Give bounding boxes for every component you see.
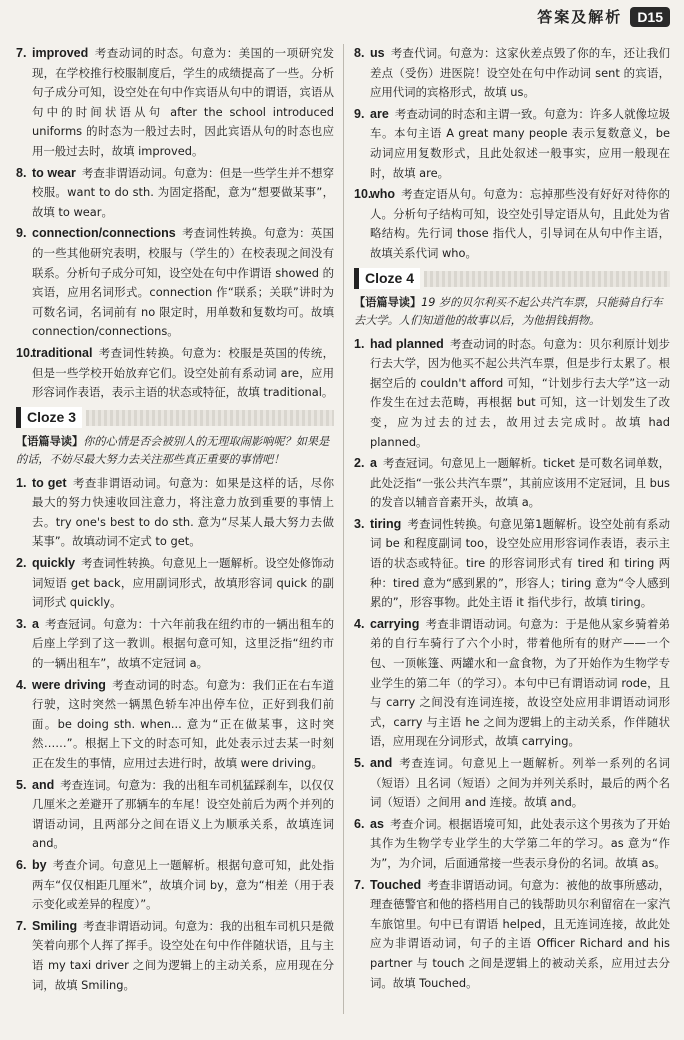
item-number: 1. — [16, 475, 27, 490]
answer-item — [16, 776, 334, 854]
item-number: 3. — [354, 516, 365, 531]
item-number: 3. — [16, 616, 27, 631]
item-explanation: 考查定语从句。句意为：忘掉那些没有好好对待你的人。分析句子结构可知，设空处引导定语从句，且此处为省略结构。先行词 those 指代人，引导词在从句中作主语，故填关系代词 who。 — [370, 187, 670, 260]
answer-item — [354, 754, 670, 813]
item-explanation: 考查冠词。句意为：十六年前我在纽约市的一辆出租车的后座上学到了这一教训。根据句意可知，这里泛指“纽约市的一辆出租车”，故填不定冠词 a。 — [32, 616, 334, 671]
item-explanation: 考查词性转换。句意见第1题解析。设空处前有系动词 be 和程度副词 too，设空处应用形容词作表语，表示主语的状态或特征。tire 的形容词形式有 tired 和 tiring 两种：tired 意为“感到累的”，形容人；tiring 意为“令人感到累的”，形容事物。此处主语 it 指代步行，故填 tiring。 — [370, 516, 670, 610]
item-number: 9. — [16, 226, 27, 241]
item-explanation: 考查非谓语动词。句意为：如果是这样的话，尽你最大的努力快速收回注意力，将注意力放到重要的事情上去。try one's best to do sth. 意为“尽某人最大努力去做某事”。故填动词不定式 to get。 — [32, 475, 334, 549]
item-number: 4. — [354, 616, 365, 631]
item-answer: are — [370, 106, 389, 121]
item-answer: to wear — [32, 165, 76, 180]
item-number: 7. — [16, 918, 27, 933]
item-explanation: 考查介词。句意见上一题解析。根据句意可知，此处指两车“仅仅相距几厘米”，故填介词 by，意为“相差（用于表示变化或差异的程度）”。 — [32, 857, 334, 912]
item-answer: a — [370, 456, 377, 471]
answer-item — [354, 44, 670, 103]
item-explanation: 考查连词。句意为：我的出租车司机猛踩刹车，以仅仅几厘米之差避开了那辆车的车尾！设空处前后为两个并列的谓语动词，且两部分之间在语义上为顺承关系，故填连词 and。 — [32, 777, 334, 851]
answer-item — [354, 515, 670, 613]
item-explanation: 考查非谓语动词。句意为：于是他从家乡骑着弟弟的自行车骑行了六个小时，带着他所有的财产——一个包、一顶帐篷、两罐水和一盒食物，为了开始作为生物学专业学生的第二年（的学习）。本句中已有谓语动词 rode，且与 carry 之间没有连词连接，故设空处应用非谓语动词形式，carry 与主语 he 之间为逻辑上的主动关系，作伴随状语，应用现在分词形式，故填 carrying。 — [370, 616, 670, 749]
item-explanation: 考查动词的时态和主谓一致。句意为：许多人就像垃圾车。本句主语 A great many people 表示复数意义，be 动词应用复数形式，且此处叙述一般事实，应用一般现在时，故填 are。 — [370, 106, 670, 180]
item-answer: a — [32, 616, 39, 631]
answer-item — [16, 554, 334, 613]
item-number: 10. — [16, 345, 34, 360]
item-answer: carrying — [370, 616, 420, 631]
item-number: 6. — [16, 857, 27, 872]
answer-item — [354, 454, 670, 513]
answer-item — [354, 615, 670, 752]
cloze4-items — [354, 335, 670, 994]
item-number: 8. — [16, 165, 27, 180]
item-answer: who — [370, 187, 395, 202]
item-number: 8. — [354, 46, 365, 60]
item-explanation: 考查非谓语动词。句意为：我的出租车司机只是微笑着向那个人挥了挥手。设空处在句中作伴随状语，且与主语 my taxi driver 之间为逻辑上的主动关系，应用现在分词，故填 Smiling。 — [32, 918, 334, 992]
answer-item — [354, 105, 670, 183]
cloze4-guide-text: 19 岁的贝尔利买不起公共汽车票，只能骑自行车去大学。人们知道他的故事以后，为他捐钱捐物。 — [354, 295, 663, 328]
item-answer: and — [32, 777, 55, 792]
item-number: 9. — [354, 106, 365, 121]
item-answer: were driving — [32, 677, 106, 692]
item-explanation: 考查词性转换。句意为：校服是英国的传统，但是一些学校开始放弃它们。设空处前有系动词 are，应用形容词作表语，表示主语的状态或特征，故填 traditional。 — [32, 345, 334, 400]
item-explanation: 考查动词的时态。句意为：美国的一项研究发现，在学校推行校服制度后，学生的成绩提高了一些。分析句子成分可知，设空处在句中作宾语从句中的谓语，宾语从句中的时间状语从句 after the school introduced uniforms 的时态为一般过去时，因此宾语从句的时态也应用一般过去时，故填 improved。 — [32, 46, 334, 158]
page-header — [537, 6, 670, 27]
item-explanation: 考查连词。句意见上一题解析。列举一系列的名词（短语）且名词（短语）之间为并列关系时，最后的两个名词（短语）之间用 and 连接。故填 and。 — [370, 756, 670, 810]
answer-item — [16, 44, 334, 162]
cloze3-guide-label: 【语篇导读】 — [16, 434, 84, 448]
item-number: 7. — [16, 46, 27, 60]
item-explanation: 考查动词的时态。句意为：我们正在右车道行驶，这时突然一辆黑色轿车冲出停车位，正好到我们前面。be doing sth. when... 意为“正在做某事，这时突然……”。根据上下文的时态可知，此处表示过去某一时刻正在发生的事情，应用过去进行时，故填 were driving。 — [32, 677, 334, 770]
page-number-badge: D15 — [630, 7, 670, 27]
item-answer: and — [370, 756, 393, 770]
item-explanation: 考查代词。句意为：这家伙差点毁了你的车，还让我们差点（受伤）进医院！设空处在句中作动词 sent 的宾语，应用代词的宾格形式，故填 us。 — [370, 46, 670, 100]
item-explanation: 考查词性转换。句意为：英国的一些其他研究表明，校服与（学生的）在校表现之间没有联系。分析句子成分可知，设空处在句中作谓语 showed 的宾语，应用名词形式。connection 作“联系；关联”讲时为可数名词，名词前有 no 限定时，用单数和复数均可。故填 connection/connections。 — [32, 226, 334, 339]
item-answer: traditional — [32, 345, 93, 360]
item-explanation: 考查介词。根据语境可知，此处表示这个男孩为了开始其作为生物学专业学生的大学第二年的学习。as 意为“作为”，为介词，后面通常接一些表示身份的名词。故填 as。 — [370, 816, 670, 870]
answer-item — [16, 917, 334, 995]
answer-item — [354, 335, 670, 453]
item-explanation: 考查冠词。句意见上一题解析。ticket 是可数名词单数，此处泛指“一张公共汽车票”，其前应该用不定冠词，且 bus 的发音以辅音音素开头，故填 a。 — [370, 456, 670, 510]
cloze3-heading — [16, 407, 334, 429]
item-number: 6. — [354, 816, 365, 831]
item-explanation: 考查词性转换。句意见上一题解析。设空处修饰动词短语 get back，应用副词形式，故填形容词 quick 的副词形式 quickly。 — [32, 556, 334, 610]
column-divider — [343, 44, 344, 1014]
answer-item — [16, 224, 334, 342]
item-explanation: 考查动词的时态。句意为：贝尔利原计划步行去大学，因为他买不起公共汽车票，但是步行太累了。根据空后的 couldn't afford 可知，“计划步行去大学”这一动作发生在过去范畴，再根据 but 可知，这一计划发生了改变，应为过去的过去，故用过去完成时。故填 had planned。 — [370, 336, 670, 449]
answer-item — [16, 676, 334, 774]
item-answer: to get — [32, 475, 67, 490]
item-number: 10. — [354, 187, 372, 202]
item-answer: Smiling — [32, 918, 78, 933]
right-items — [354, 44, 670, 264]
cloze3-label: Cloze 3 — [16, 407, 82, 429]
answer-item — [16, 474, 334, 552]
cloze4-decor-bar — [424, 271, 670, 287]
item-number: 2. — [16, 556, 27, 571]
item-answer: quickly — [32, 556, 76, 571]
cloze4-guide — [354, 294, 670, 331]
answer-item — [16, 856, 334, 915]
item-number: 7. — [354, 877, 365, 892]
answer-item — [16, 344, 334, 403]
cloze3-items — [16, 474, 334, 995]
left-column — [16, 44, 334, 997]
cloze4-heading — [354, 268, 670, 290]
item-answer: Touched — [370, 877, 422, 892]
item-explanation: 考查非谓语动词。句意为：被他的故事所感动，理查德警官和他的搭档用自己的钱帮助贝尔利留宿在一家汽车旅馆里。句中已有谓语 helped，且无连词连接，故此处应为非谓语动词，句子的主语 Officer Richard and his partner 与 touch 之间是逻辑上的被动关系，应用过去分词。故填 Touched。 — [370, 877, 670, 990]
right-column — [354, 44, 670, 995]
answer-item — [16, 164, 334, 223]
item-answer: tiring — [370, 516, 402, 531]
item-explanation: 考查非谓语动词。句意为：但是一些学生并不想穿校服。want to do sth. 为固定搭配，意为“想要做某事”，故填 to wear。 — [32, 165, 334, 219]
cloze4-guide-label: 【语篇导读】 — [354, 295, 422, 309]
item-number: 5. — [354, 756, 365, 770]
item-number: 1. — [354, 336, 365, 351]
item-number: 5. — [16, 777, 27, 792]
cloze3-guide-text: 你的心情是否会被别人的无理取闹影响呢？如果是的话，不妨尽最大努力去关注那些真正重要的事情吧！ — [16, 434, 330, 467]
answer-item — [354, 876, 670, 994]
item-answer: connection/connections — [32, 226, 176, 241]
item-number: 4. — [16, 677, 27, 692]
left-items — [16, 44, 334, 403]
item-answer: had planned — [370, 336, 444, 351]
item-answer: by — [32, 857, 47, 872]
cloze3-guide — [16, 433, 334, 470]
answer-item — [16, 615, 334, 674]
answer-item — [354, 185, 670, 263]
cloze4-label: Cloze 4 — [354, 268, 420, 290]
item-answer: improved — [32, 46, 89, 60]
cloze3-decor-bar — [86, 410, 334, 426]
item-answer: as — [370, 816, 384, 831]
item-answer: us — [370, 46, 385, 60]
item-number: 2. — [354, 456, 365, 471]
header-title: 答案及解析 — [537, 8, 623, 26]
answer-item — [354, 815, 670, 874]
